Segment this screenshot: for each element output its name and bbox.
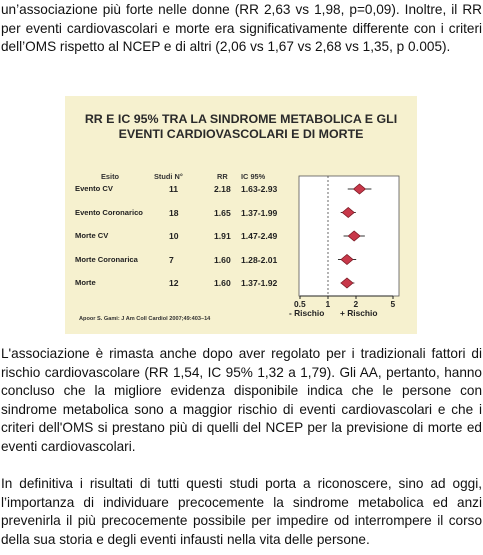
x-tick-label: 5 — [390, 299, 396, 309]
x-tick-label: 1 — [325, 299, 331, 309]
forest-plot-svg — [65, 96, 417, 334]
x-tick-label: 0.5 — [294, 299, 306, 309]
header-rr: RR — [217, 172, 228, 181]
figure-title-line-2: EVENTI CARDIOVASCOLARI E DI MORTE — [118, 127, 364, 141]
paragraph-conclusion: In definitiva i risultati di tutti questi studi porta a riconoscere, sino ad oggi, l’importanza di individuare precocemente la sindrome metabolica ed anzi prevenirla il più precocemente possibile per impedire od interrompere il corso della sua storia e degli eventi infausti nella vita delle persone. — [1, 476, 482, 547]
row-studi: 18 — [169, 207, 179, 218]
row-studi: 7 — [169, 254, 174, 265]
paragraph-association: L'associazione è rimasta anche dopo aver regolato per i tradizionali fattori di rischio cardiovascolare (RR 1,54, IC 95% 1,32 a 1,79). Gli AA, pertanto, hanno concluso che la migliore evidenza disponibile indica che le persone con sindrome metabolica sono a maggior rischio di eventi cardiovascolari e che i criteri dell'OMS si prestano più di quelli del NCEP per la previsione di morte ed eventi cardiovascolari. — [1, 346, 482, 454]
row-rr: 1.65 — [214, 207, 231, 218]
row-esito: Morte CV — [75, 231, 109, 240]
header-studi: Studi N° — [154, 172, 183, 181]
figure-source: Apoor S. Gami: J Am Coll Cardiol 2007;49:403–14 — [79, 316, 211, 322]
axis-label-less-risk: - Rischio — [289, 308, 325, 318]
row-studi: 11 — [169, 184, 179, 194]
forest-plot-figure — [65, 96, 417, 334]
header-ic: IC 95% — [241, 172, 266, 181]
figure-title-line-1: RR E IC 95% TRA LA SINDROME METABOLICA E GLI — [84, 112, 398, 126]
row-rr: 1.91 — [214, 231, 231, 241]
x-tick-label: 2 — [353, 299, 359, 309]
row-esito: Evento CV — [75, 184, 113, 193]
row-ic: 1.47-2.49 — [241, 231, 278, 241]
row-studi: 10 — [169, 231, 179, 241]
row-ic: 1.37-1.99 — [241, 207, 278, 218]
row-studi: 12 — [169, 278, 179, 288]
axis-label-more-risk: + Rischio — [340, 308, 378, 318]
row-esito: Evento Coronarico — [75, 207, 143, 217]
row-ic: 1.28-2.01 — [241, 254, 278, 265]
paragraph-intro: un’associazione più forte nelle donne (RR 2,63 vs 1,98, p=0,09). Inoltre, il RR per eventi cardiovascolari e morte era significativamente differente con i criteri dell’OMS rispetto al NCEP e di altri (2,06 vs 1,67 vs 2,68 vs 1,35, p 0.005). — [1, 2, 482, 54]
row-rr: 1.60 — [214, 278, 231, 288]
header-esito: Esito — [101, 172, 120, 181]
row-ic: 1.63-2.93 — [241, 184, 278, 194]
row-ic: 1.37-1.92 — [241, 278, 278, 288]
row-esito: Morte Coronarica — [75, 254, 138, 264]
row-esito: Morte — [75, 278, 96, 287]
row-rr: 1.60 — [214, 254, 231, 265]
row-rr: 2.18 — [214, 184, 231, 194]
